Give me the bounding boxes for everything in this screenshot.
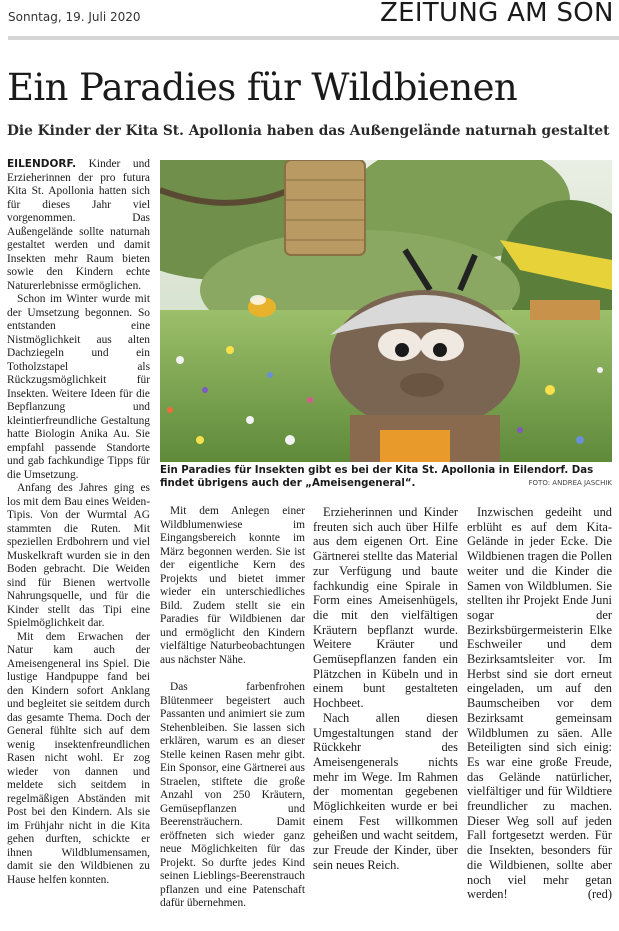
paragraph-3: Anfang des Jahres ging es los mit dem Bau eines Weiden-Tipis. Von der Wurmtal AG stammten die Ruten. Mit speziellen Erdbohrern und viel Muskelkraft wurden sie in den Boden gebracht. Die Weiden sind für Bienen wertvolle Nahrungsquelle, und für die Kinder stellt das Tipi eine Spielmöglichkeit dar. [7,482,150,629]
bee-hotel [285,160,365,255]
photo-credit: FOTO: ANDREA JASCHIK [528,479,612,487]
text-column-2 [160,505,305,911]
issue-date: Sonntag, 19. Juli 2020 [8,10,141,24]
paragraph-4: Mit dem Erwachen der Natur kam auch der Ameisengeneral ins Spiel. Die lustige Handpuppe fand bei den Kindern sofort Anklang und begleitet sie seitdem durch das gesamte Thema. Doch der General fühlte sich auf dem wenig insektenfreundlichen Rasen nicht wohl. Er zog wieder von dannen und meldete sich seitdem in regelmäßigen Abständen mit Post bei den Kindern. Als sie im Frühjahr nicht in die Kita gehen durften, schickte er ihnen Wildblumensamen, damit sie den Wildbienen zu Hause helfen konnten. [7,630,150,886]
paragraph-7: Erzieherinnen und Kinder freuten sich auch über Hilfe aus dem eigenen Ort. Eine Gärtnerei stellte das Material zur Verfügung und baute fachkundig eine Spirale in Form eines Ameisenhügels, die mit den vielfältigen Kräutern bepflanzt wurde. Weitere Kräuter und Gemüsepflanzen fanden ein Plätzchen in Kübeln und in einem bunt gestalteten Hochbeet. [313,505,458,711]
paragraph-1 [7,158,150,293]
paragraph-6: Das farbenfrohen Blütenmeer begeistert auch Passanten und animiert sie zum Stehenbleiben. Sie lassen sich erklären, warum es an dieser Stelle keinen Rasen mehr gibt. Ein Sponsor, eine Gärtnerei aus Straelen, stiftete die große Anzahl von 250 Kräutern, Gemüsepflanzen und Beerensträuchern. Damit eröffneten sich wieder ganz neue Möglichkeiten für das Projekt. So durfte jedes Kind seinen Lieblings-Beerenstrauch pflanzen und eine Patenschaft dafür übernehmen. [160,681,305,909]
text-column-4 [467,505,612,902]
paragraph-5: Mit dem Anlegen einer Wildblumenwiese im Eingangsbereich konnte im März begonnen werden. Sie ist der eigentliche Kern des Projekts und bietet immer wieder ein unterschiedliches Bild. Zudem stellt sie ein Paradies für Wildbienen dar und ermöglicht den Kindern vielfältige Naturbeobachtungen aus nächster Nähe. [160,505,305,666]
paragraph-9-text: Inzwischen gedeiht und erblüht es auf dem Kita-Gelände in jeder Ecke. Die Wildbienen tragen die Pollen weiter und die Kinder die Samen von Wildblumen. Sie stellten ihr Projekt Ende Juni sogar der Bezirksbürgermeisterin Elke Eschweiler und dem Bezirksamtsleiter vor. Im Herbst sind sie dort erneut eingeladen, um auf den Baumscheiben vor dem Bezirksamt gemeinsam Wildblumen zu säen. Alle Beteiligten sind sich einig: Es war eine große Freude, das Gelände natürlicher, vielfältiger und für Wildtiere freundlicher zu machen. Dieser Weg soll auf jeden Fall fortgesetzt werden. Für die Insekten, besonders für die Wildbienen, sollte aber noch viel mehr getan werden! [467,505,612,902]
photo-caption: Ein Paradies für Insekten gibt es bei der Kita St. Apollonia in Eilendorf. Das findet übrigens auch der „Ameisengeneral“. [160,465,594,489]
article-subheadline: Die Kinder der Kita St. Apollonia haben das Außengelände naturnah gestaltet [7,123,610,139]
paragraph-9 [467,505,612,902]
dateline: EILENDORF. [7,158,77,170]
text-column-3 [313,505,458,873]
paragraph-2: Schon im Winter wurde mit der Umsetzung begonnen. So entstanden eine Nistmöglichkeit aus alten Dachziegeln und ein Totholzstapel als Rückzugsmöglichkeit für Insekten. Weitere Ideen für die Bepflanzung und kleintierfreundliche Gestaltung hatte Biologin Anika Au. Sie empfahl passende Standorte und gab fachkundige Tipps für die Umsetzung. [7,293,150,481]
photo-illustration [160,160,612,462]
masthead-rule [8,36,619,40]
paragraph-8: Nach allen diesen Umgestaltungen stand der Rückkehr des Ameisengenerals nichts mehr im Wege. Im Rahmen der momentan gegebenen Möglichkeiten wurde er bei einem Fest willkommen geheißen und wacht seitdem, zur Freude der Kinder, über sein neues Reich. [313,710,458,872]
article-photo [160,160,612,462]
masthead [0,0,619,44]
article-headline: Ein Paradies für Wildbienen [7,66,518,109]
newspaper-name: ZEITUNG AM SON [380,0,614,28]
text-column-1 [7,158,150,887]
author-signoff: (red) [587,887,612,902]
paragraph-1-text: Kinder und Erzieherinnen der pro futura Kita St. Apollonia hatten sich für dieses Jahr viel vorgenommen. Das Außengelände sollte naturnah gestaltet werden und damit Insekten mehr Raum bieten sowie den Kindern echte Naturerlebnisse ermöglichen. [7,158,150,292]
